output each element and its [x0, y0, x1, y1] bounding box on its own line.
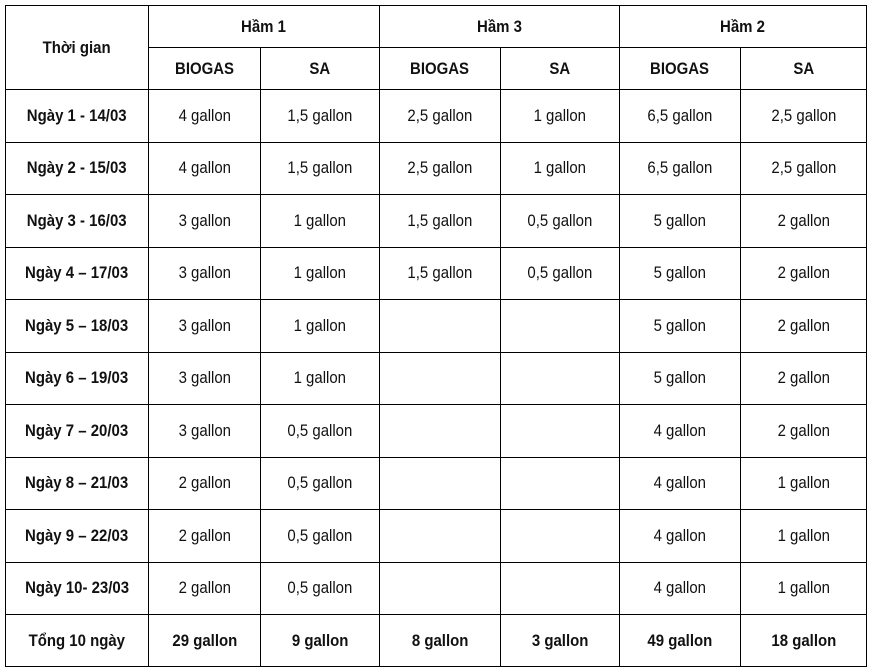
value-cell: 0,5 gallon — [501, 247, 620, 300]
value-cell: 6,5 gallon — [620, 142, 741, 195]
value-cell — [380, 457, 501, 510]
value-cell: 1,5 gallon — [261, 142, 380, 195]
value-cell: 6,5 gallon — [620, 90, 741, 143]
date-cell: Ngày 10- 23/03 — [6, 562, 149, 615]
value-cell: 1 gallon — [501, 142, 620, 195]
total-cell: 29 gallon — [149, 615, 261, 667]
table-row — [6, 247, 867, 300]
value-cell: 2 gallon — [741, 352, 867, 405]
value-cell: 4 gallon — [149, 90, 261, 143]
table-row — [6, 300, 867, 353]
value-cell: 4 gallon — [620, 457, 741, 510]
value-cell: 0,5 gallon — [261, 405, 380, 458]
value-cell — [380, 510, 501, 563]
value-cell: 2 gallon — [149, 510, 261, 563]
table-row — [6, 195, 867, 248]
value-cell: 2 gallon — [741, 300, 867, 353]
date-cell: Ngày 5 – 18/03 — [6, 300, 149, 353]
value-cell: 1 gallon — [261, 195, 380, 248]
date-cell: Ngày 9 – 22/03 — [6, 510, 149, 563]
table-row — [6, 142, 867, 195]
subheader-biogas: BIOGAS — [380, 48, 501, 90]
table-row — [6, 562, 867, 615]
value-cell: 4 gallon — [149, 142, 261, 195]
total-cell: 49 gallon — [620, 615, 741, 667]
total-cell: 3 gallon — [501, 615, 620, 667]
date-cell: Ngày 2 - 15/03 — [6, 142, 149, 195]
value-cell: 2,5 gallon — [380, 142, 501, 195]
subheader-sa: SA — [501, 48, 620, 90]
value-cell: 1 gallon — [261, 247, 380, 300]
value-cell — [501, 457, 620, 510]
value-cell: 1 gallon — [261, 352, 380, 405]
table-row — [6, 405, 867, 458]
value-cell — [380, 352, 501, 405]
total-row — [6, 615, 867, 667]
subheader-sa: SA — [261, 48, 380, 90]
group-header-ham-1: Hầm 1 — [149, 6, 380, 48]
value-cell — [501, 510, 620, 563]
total-cell: 18 gallon — [741, 615, 867, 667]
value-cell — [380, 300, 501, 353]
subheader-biogas: BIOGAS — [149, 48, 261, 90]
value-cell: 5 gallon — [620, 352, 741, 405]
value-cell: 1,5 gallon — [261, 90, 380, 143]
table-row — [6, 510, 867, 563]
date-cell: Ngày 3 - 16/03 — [6, 195, 149, 248]
value-cell — [380, 562, 501, 615]
value-cell: 2,5 gallon — [380, 90, 501, 143]
table-body — [6, 90, 867, 615]
value-cell: 4 gallon — [620, 510, 741, 563]
value-cell: 2,5 gallon — [741, 90, 867, 143]
value-cell: 4 gallon — [620, 405, 741, 458]
value-cell: 0,5 gallon — [261, 562, 380, 615]
gallon-usage-table — [5, 5, 867, 667]
value-cell: 0,5 gallon — [261, 457, 380, 510]
date-cell: Ngày 6 – 19/03 — [6, 352, 149, 405]
value-cell: 2 gallon — [149, 457, 261, 510]
value-cell: 0,5 gallon — [501, 195, 620, 248]
value-cell: 2 gallon — [741, 405, 867, 458]
value-cell: 3 gallon — [149, 405, 261, 458]
total-label: Tổng 10 ngày — [6, 615, 149, 667]
table-row — [6, 457, 867, 510]
table-row — [6, 90, 867, 143]
subheader-biogas: BIOGAS — [620, 48, 741, 90]
date-cell: Ngày 1 - 14/03 — [6, 90, 149, 143]
group-header-ham-2: Hầm 2 — [620, 6, 867, 48]
table-row — [6, 352, 867, 405]
value-cell: 3 gallon — [149, 247, 261, 300]
value-cell — [501, 300, 620, 353]
value-cell: 2,5 gallon — [741, 142, 867, 195]
value-cell: 5 gallon — [620, 247, 741, 300]
value-cell — [501, 352, 620, 405]
value-cell: 1 gallon — [741, 510, 867, 563]
value-cell — [501, 405, 620, 458]
value-cell — [501, 562, 620, 615]
date-cell: Ngày 4 – 17/03 — [6, 247, 149, 300]
subheader-sa: SA — [741, 48, 867, 90]
value-cell: 5 gallon — [620, 195, 741, 248]
value-cell: 2 gallon — [741, 195, 867, 248]
total-cell: 9 gallon — [261, 615, 380, 667]
value-cell: 1 gallon — [741, 562, 867, 615]
value-cell: 5 gallon — [620, 300, 741, 353]
value-cell: 1,5 gallon — [380, 247, 501, 300]
time-column-header: Thời gian — [6, 6, 149, 90]
value-cell: 3 gallon — [149, 195, 261, 248]
value-cell: 1 gallon — [261, 300, 380, 353]
value-cell: 1 gallon — [741, 457, 867, 510]
value-cell: 3 gallon — [149, 300, 261, 353]
header-group-row — [6, 6, 867, 48]
value-cell: 2 gallon — [149, 562, 261, 615]
value-cell: 1 gallon — [501, 90, 620, 143]
total-cell: 8 gallon — [380, 615, 501, 667]
date-cell: Ngày 7 – 20/03 — [6, 405, 149, 458]
value-cell: 2 gallon — [741, 247, 867, 300]
value-cell: 3 gallon — [149, 352, 261, 405]
value-cell: 4 gallon — [620, 562, 741, 615]
group-header-ham-3: Hầm 3 — [380, 6, 620, 48]
date-cell: Ngày 8 – 21/03 — [6, 457, 149, 510]
value-cell — [380, 405, 501, 458]
value-cell: 0,5 gallon — [261, 510, 380, 563]
value-cell: 1,5 gallon — [380, 195, 501, 248]
